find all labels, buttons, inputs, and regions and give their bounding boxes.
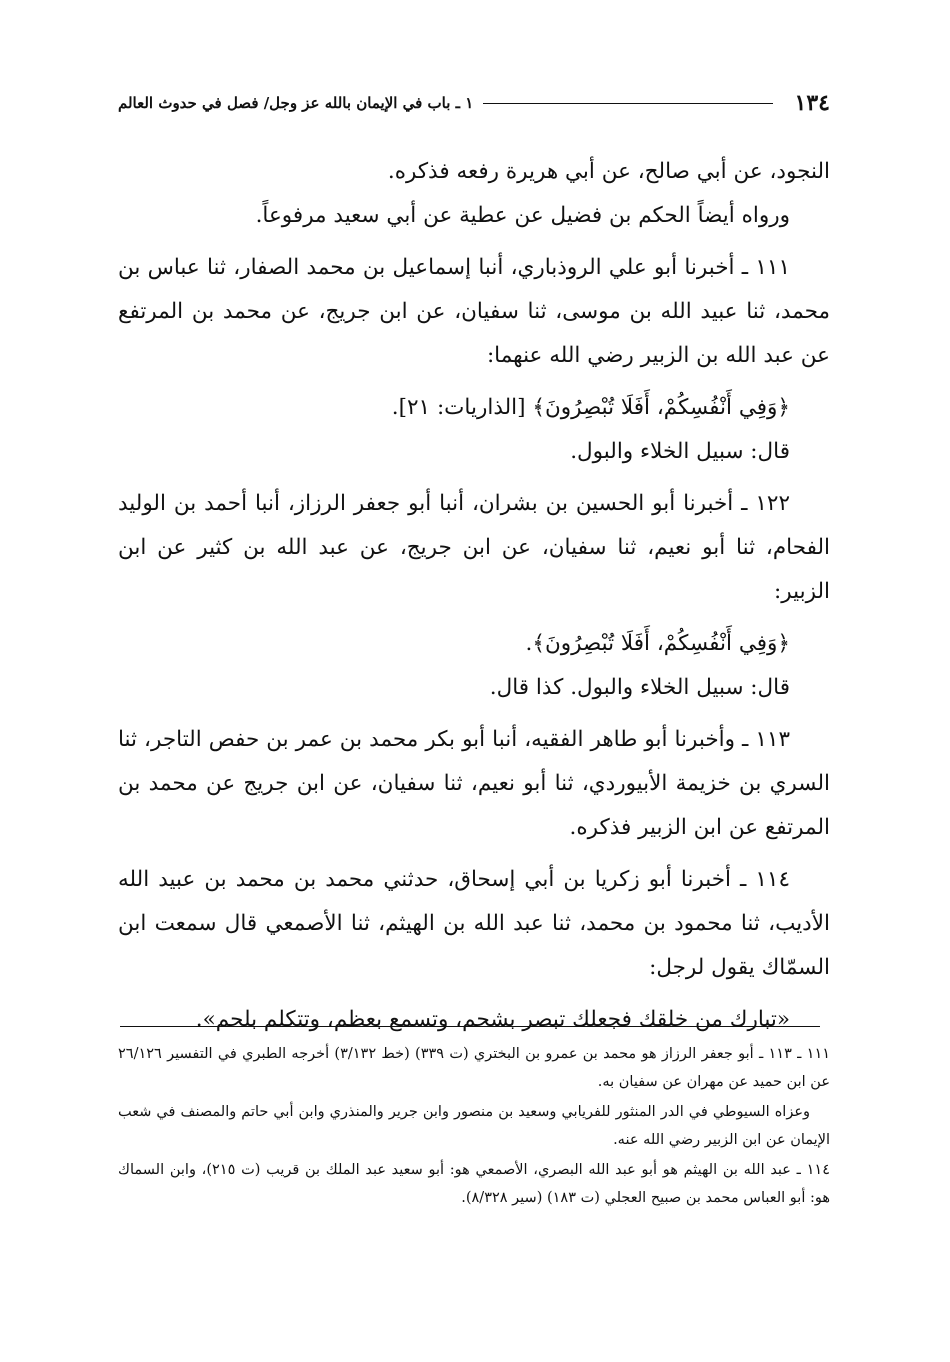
- paragraph-note: ورواه أيضاً الحكم بن فضيل عن عطية عن أبي سعيد مرفوعاً.: [255, 203, 790, 228]
- header-rule: [483, 103, 772, 104]
- main-text: [118, 150, 830, 1042]
- quote-ibn-sammak: «تبارك من خلقك فجعلك تبصر بشحم، وتسمع بعظم، وتتكلم بلحم».: [195, 1007, 790, 1032]
- quran-verse-2: ﴿وَفِي أَنْفُسِكُمْ، أَفَلَا تُبْصِرُونَ﴾.: [525, 631, 790, 656]
- running-title: ١ ـ باب في الإيمان بالله عز وجل/ فصل في حدوث العالم: [118, 94, 474, 112]
- footnote-114: ١١٤ ـ عبد الله بن الهيثم هو أبو عبد الله البصري، الأصمعي هو: أبو سعيد عبد الملك بن قريب (ت ٢١٥)، وابن السماك هو: أبو العباس محمد بن صبيح العجلي (ت ١٨٣) (سير ٨/٣٢٨).: [118, 1162, 830, 1206]
- footnotes: [118, 1040, 830, 1214]
- hadith-114: ١١٤ ـ أخبرنا أبو زكريا بن أبي إسحاق، حدثني محمد بن محمد بن عبيد الله الأديب، ثنا محمود بن محمد، ثنا عبد الله بن الهيثم، ثنا الأصمعي قال سمعت ابن السمّاك يقول لرجل:: [118, 867, 830, 980]
- paragraph-continuation: النجود، عن أبي صالح، عن أبي هريرة رفعه فذكره.: [387, 159, 830, 184]
- hadith-113: ١١٣ ـ وأخبرنا أبو طاهر الفقيه، أنبا أبو بكر محمد بن عمر بن حفص التاجر، ثنا السري بن خزيمة الأبيوردي، ثنا أبو نعيم، ثنا سفيان، عن ابن جريج عن محمد بن المرتفع عن ابن الزبير فذكره.: [118, 727, 830, 840]
- footnote-suyuti: وعزاه السيوطي في الدر المنثور للفريابي وسعيد بن منصور وابن جرير والمنذري وابن أبي حاتم والمصنف في شعب الإيمان عن ابن الزبير رضي الله عنه.: [118, 1104, 830, 1148]
- page-header: [118, 86, 830, 120]
- hadith-111: ١١١ ـ أخبرنا أبو علي الروذباري، أنبا إسماعيل بن محمد الصفار، ثنا عباس بن محمد، ثنا عبيد الله بن موسى، ثنا سفيان، عن ابن جريج، عن محمد بن المرتفع عن عبد الله بن الزبير رضي الله عنهما:: [118, 255, 830, 368]
- footnote-111-113: ١١١ ـ ١١٣ ـ أبو جعفر الرزاز هو محمد بن عمرو بن البختري (ت ٣٣٩) (خط ٣/١٣٢) أخرجه الطبري في التفسير ٢٦/١٢٦ عن ابن حميد عن مهران عن سفيان به.: [118, 1046, 831, 1090]
- saying-2: قال: سبيل الخلاء والبول. كذا قال.: [489, 675, 790, 700]
- hadith-122: ١٢٢ ـ أخبرنا أبو الحسين بن بشران، أنبا أبو جعفر الرزاز، أنبا أحمد بن الوليد الفحام، ثنا أبو نعيم، ثنا سفيان، عن ابن جريج، عن عبد الله بن كثير عن ابن الزبير:: [118, 491, 830, 604]
- footnote-rule: [120, 1026, 820, 1027]
- saying-1: قال: سبيل الخلاء والبول.: [570, 439, 790, 464]
- quran-verse-1: ﴿وَفِي أَنْفُسِكُمْ، أَفَلَا تُبْصِرُونَ﴾ [الذاريات: ٢١].: [391, 395, 790, 420]
- page-number: ١٣٤: [794, 90, 830, 116]
